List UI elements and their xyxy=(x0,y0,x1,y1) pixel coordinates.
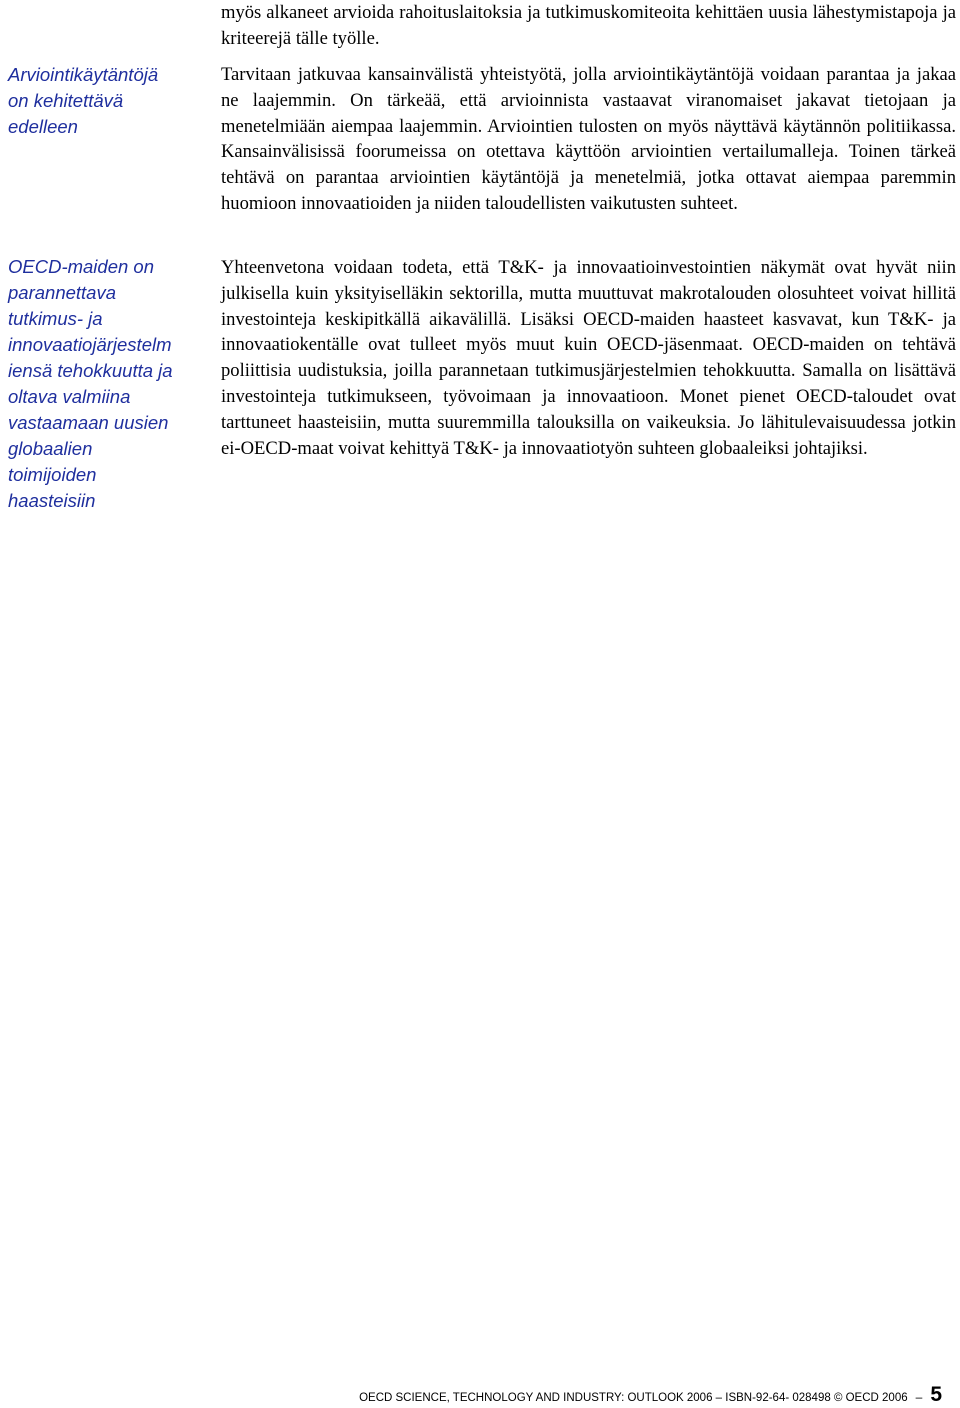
footer-citation: OECD SCIENCE, TECHNOLOGY AND INDUSTRY: OUTLOOK 2006 – ISBN-92-64- 028498 © OECD 2006 xyxy=(359,1392,908,1404)
page-footer xyxy=(359,1383,942,1407)
page-number: 5 xyxy=(930,1383,942,1406)
body-paragraph-1: myös alkaneet arvioida rahoituslaitoksia ja tutkimuskomiteoita kehittäen uusia lähestymistapoja ja kriteerejä tälle työlle. xyxy=(221,2,956,49)
body-paragraph-2: Tarvitaan jatkuvaa kansainvälistä yhteistyötä, jolla arviointikäytäntöjä voidaan parantaa ja jakaa ne laajemmin. On tärkeää, että arvioinnista vastaavat viranomaiset jakavat tietojaan ja menetelmiään aiempaa laajemmin. Arviointien tulosten on myös näyttävä käytännön politiikassa. Kansainvälisissä foorumeissa on otettava käyttöön arviointien vertailumalleja. Toinen tärkeä tehtävä on parantaa arviointien käytäntöjä ja menetelmiä, jotka ottavat aiempaa paremmin huomioon innovaatioiden ja niiden taloudellisten vaikutusten suhteet. xyxy=(221,64,956,214)
footer-dash: – xyxy=(915,1390,923,1404)
margin-note-oecd-challenges: OECD-maiden on parannettava tutkimus- ja innovaatiojärjestelm iensä tehokkuutta ja oltava valmiina vastaamaan uusien globaalien toimijoiden haasteisiin xyxy=(8,256,173,511)
body-paragraph-3: Yhteenvetona voidaan todeta, että T&K- ja innovaatioinvestointien näkymät ovat hyvät niin julkisella kuin yksityiselläkin sektorilla, mutta muuttuvat makrotalouden olosuhteet voivat hillitä investointeja keskipitkällä aikavälillä. Lisäksi OECD-maiden haasteet kasvavat, kun T&K- ja innovaatiokentälle ovat tulleet myös muut kuin OECD-jäsenmaat. OECD-maiden on tehtävä poliittisia uudistuksia, joilla parannetaan tutkimusjärjestelmien tehokkuutta. Samalla on lisättävä investointeja tutkimukseen, työvoimaan ja innovaatioon. Monet pienet OECD-taloudet ovat tarttuneet haasteisiin, mutta suuremmilla talouksilla on vaikeuksia. Jo lähitulevaisuudessa jotkin ei-OECD-maat voivat kehittyä T&K- ja innovaatiotyön suhteen globaaleiksi johtajiksi. xyxy=(221,257,956,459)
margin-note-evaluation: Arviointikäytäntöjä on kehitettävä edelleen xyxy=(8,64,159,137)
